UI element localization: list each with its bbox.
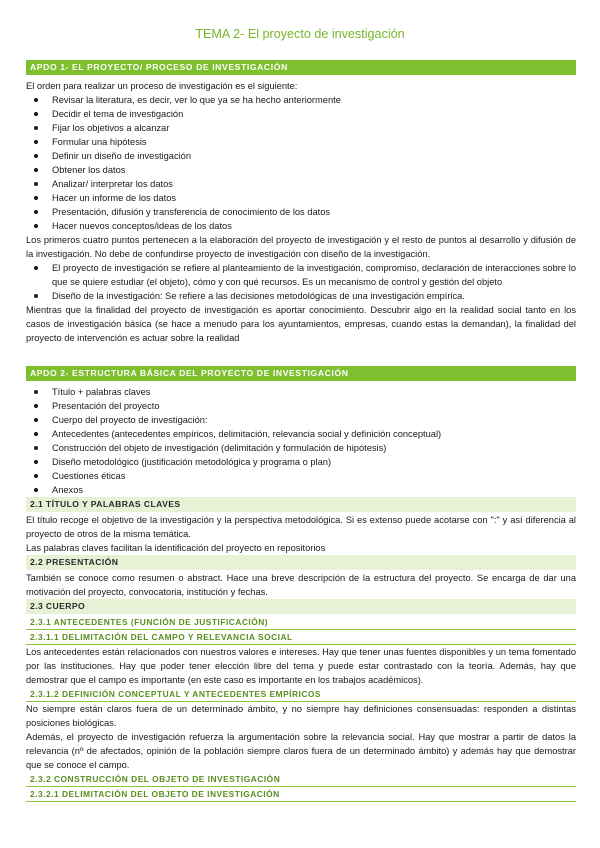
list-item: Fijar los objetivos a alcanzar <box>26 121 576 135</box>
section-1-intro: El orden para realizar un proceso de investigación es el siguiente: <box>26 81 298 91</box>
steps-list <box>26 93 576 233</box>
subsection-heading: 2.2 PRESENTACIÓN <box>26 555 576 571</box>
section-2-heading: APDO 2- ESTRUCTURA BÁSICA DEL PROYECTO DE INVESTIGACIÓN <box>26 366 576 381</box>
paragraph: Las palabras claves facilitan la identificación del proyecto en repositorios <box>26 543 326 553</box>
paragraph: Los primeros cuatro puntos pertenecen a la elaboración del proyecto de investigación y el resto de puntos al desarrollo y difusión de la investigación. No debe de confundirse proyecto de investigación con diseño de la investigación. <box>26 235 576 259</box>
list-item: Presentación del proyecto <box>26 399 576 413</box>
document-body <box>26 60 576 802</box>
list-item: Analizar/ interpretar los datos <box>26 177 576 191</box>
subsubsection-heading: 2.3.2.1 DELIMITACIÓN DEL OBJETO DE INVESTIGACIÓN <box>26 787 576 802</box>
list-item: Decidir el tema de investigación <box>26 107 576 121</box>
list-item: Obtener los datos <box>26 163 576 177</box>
list-item: Revisar la literatura, es decir, ver lo que ya se ha hecho anteriormente <box>26 93 576 107</box>
paragraph: Mientras que la finalidad del proyecto de investigación es aportar conocimiento. Descubrir algo en la realidad social tanto en los casos de investigación básica (se hace a menudo para los ayuntamientos, empresas, cuando estas la demandan), la finalidad del proyecto de intervención es actuar sobre la realidad <box>26 305 576 343</box>
list-item: Hacer nuevos conceptos/ideas de los datos <box>26 219 576 233</box>
document-title: TEMA 2- El proyecto de investigación <box>195 27 405 41</box>
subsubsection-heading: 2.3.1.2 DEFINICIÓN CONCEPTUAL Y ANTECEDENTES EMPÍRICOS <box>26 687 576 702</box>
paragraph: Además, el proyecto de investigación refuerza la argumentación sobre la relevancia social. Hay que mostrar a partir de datos la relevancia (nº de afectados, opinión de la población siempre claros fuera de un determinado ámbito) y además hay que demostrar que se conoce el campo. <box>26 732 576 770</box>
list-item: Cuerpo del proyecto de investigación: <box>26 413 576 427</box>
subsubsection-heading: 2.3.1.1 DELIMITACIÓN DEL CAMPO Y RELEVANCIA SOCIAL <box>26 630 576 645</box>
subsubsection-heading: 2.3.1 ANTECEDENTES (FUNCIÓN DE JUSTIFICACIÓN) <box>26 615 576 630</box>
list-item: Definir un diseño de investigación <box>26 149 576 163</box>
list-item: Título + palabras claves <box>26 385 576 399</box>
list-item: Diseño metodológico (justificación metodológica y programa o plan) <box>26 455 576 469</box>
definitions-list <box>26 261 576 303</box>
paragraph: No siempre están claros fuera de un determinado ámbito, y no siempre hay definiciones consensuadas: responden a distintas posiciones biológicas. <box>26 704 576 728</box>
structure-list <box>26 385 576 497</box>
subsection-heading: 2.1 TÍTULO Y PALABRAS CLAVES <box>26 497 576 513</box>
paragraph: El título recoge el objetivo de la investigación y la perspectiva metodológica. Si es extenso puede acotarse con ":" y así diferencia al proyecto de otros de la misma temática. <box>26 515 576 539</box>
subsubsection-heading: 2.3.2 CONSTRUCCIÓN DEL OBJETO DE INVESTIGACIÓN <box>26 772 576 787</box>
list-item: Diseño de la investigación: Se refiere a las decisiones metodológicas de una investigación empírica. <box>26 289 576 303</box>
list-item: Antecedentes (antecedentes empíricos, delimitación, relevancia social y definición conceptual) <box>26 427 576 441</box>
subsection-heading: 2.3 CUERPO <box>26 599 576 615</box>
section-1-heading: APDO 1- EL PROYECTO/ PROCESO DE INVESTIGACIÓN <box>26 60 576 75</box>
paragraph: También se conoce como resumen o abstract. Hace una breve descripción de la estructura del proyecto. Se encarga de dar una motivación del proyecto, convocatoria, institución y fechas. <box>26 573 576 597</box>
list-item: El proyecto de investigación se refiere al planteamiento de la investigación, compromiso, declaración de interacciones sobre lo que se quiere estudiar (el objeto), cómo y con qué recursos. Es un mecanismo de control y gestión del objeto <box>26 261 576 289</box>
paragraph: Los antecedentes están relacionados con nuestros valores e intereses. Hay que tener unas fuentes disponibles y un tema fomentado por las instituciones. Hay que poder tener elección libre del tema y puede estar contrastado con la teoría. Además, hay que demostrar que el campo es importante (en este caso es importante en los trabajos académicos). <box>26 647 576 685</box>
list-item: Formular una hipótesis <box>26 135 576 149</box>
list-item: Construcción del objeto de investigación (delimitación y formulación de hipótesis) <box>26 441 576 455</box>
list-item: Cuestiones éticas <box>26 469 576 483</box>
list-item: Hacer un informe de los datos <box>26 191 576 205</box>
list-item: Presentación, difusión y transferencia de conocimiento de los datos <box>26 205 576 219</box>
list-item: Anexos <box>26 483 576 497</box>
